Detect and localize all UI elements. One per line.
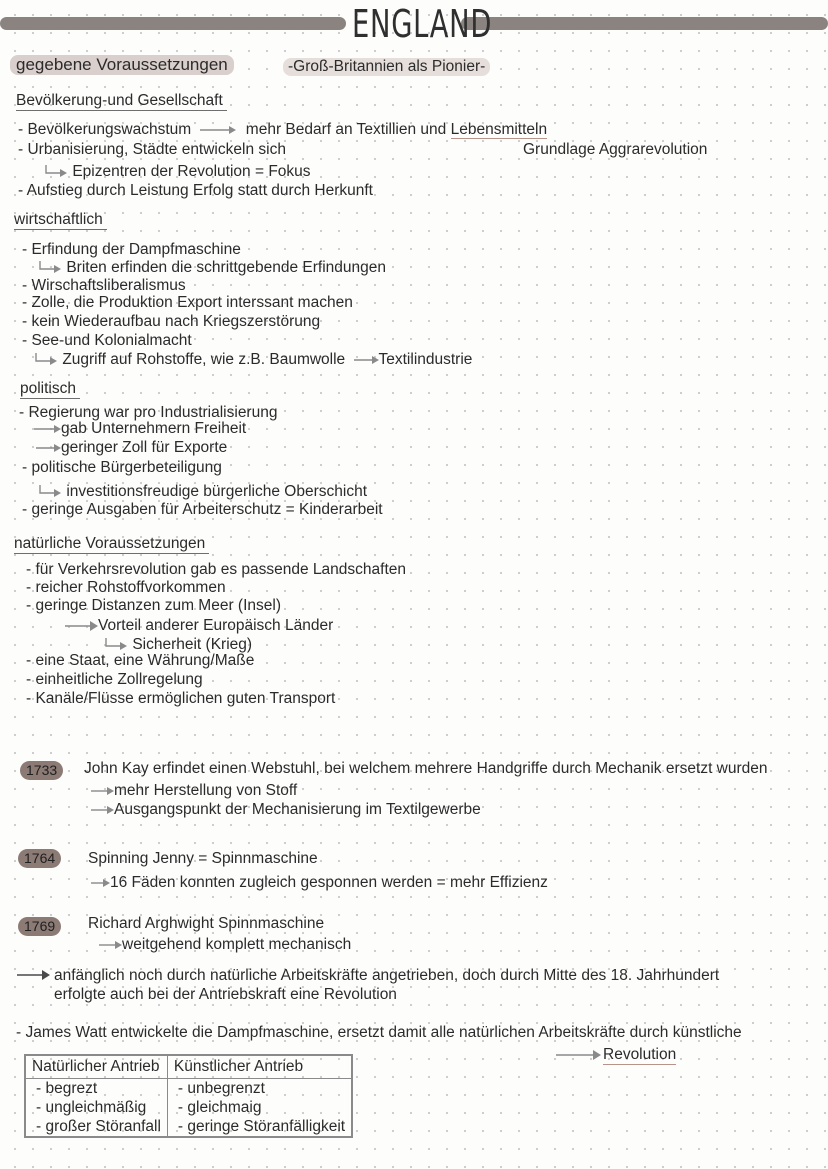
table-header-row <box>25 1055 352 1079</box>
natural-line-5-text: Sicherheit (Krieg) <box>132 636 253 653</box>
year-badge-1769: 1769 <box>18 917 61 936</box>
timeline-sub-1733-2-text: Ausgangspunkt der Mechanisierung im Textilgewerbe <box>114 801 481 818</box>
population-line-3-text: Epizentren der Revolution = Fokus <box>72 163 311 180</box>
table-row <box>25 1079 352 1099</box>
political-line-3 <box>35 439 227 457</box>
timeline-sub-1733-2 <box>90 801 481 819</box>
title-bar-left <box>0 17 346 30</box>
table-cell: - begrezt <box>36 1080 98 1097</box>
natural-line-2: - reicher Rohstoffvorkommen <box>26 579 226 596</box>
timeline-text-1733: John Kay erfindet einen Webstuhl, bei welchem mehrere Handgriffe durch Mechanik ersetzt wurden <box>84 760 768 777</box>
natural-line-1: - für Verkehrsrevolution gab es passende Landschaften <box>26 561 406 578</box>
economic-line-7-target: Textilindustrie <box>378 351 473 368</box>
natural-line-6: - eine Staat, eine Währung/Maße <box>26 652 255 669</box>
arrow-right-icon <box>199 125 237 135</box>
economic-line-2 <box>38 259 386 277</box>
arrow-right-icon <box>353 355 379 365</box>
arrow-right-icon <box>64 620 98 632</box>
political-line-2-text: gab Unternehmern Freiheit <box>61 420 247 437</box>
timeline-sub-1733-1 <box>90 782 297 800</box>
table-header-natural: Natürlicher Antrieb <box>25 1055 167 1079</box>
natural-line-4 <box>64 617 333 635</box>
population-line-1-underlined: Lebensmitteln <box>450 121 548 138</box>
economic-line-3: - Wirschaftsliberalismus <box>22 277 186 294</box>
population-line-4: - Aufstieg durch Leistung Erfolg statt durch Herkunft <box>18 182 373 199</box>
timeline-sub-1764-1 <box>90 874 548 892</box>
economic-line-6: - See-und Kolonialmacht <box>22 332 192 349</box>
section-heading-population: Bevölkerung-und Gesellschaft <box>16 92 227 111</box>
political-line-5 <box>38 483 367 501</box>
section-heading-economic: wirtschaftlich <box>14 211 107 230</box>
economic-line-4: - Zolle, die Produktion Export interssant machen <box>22 294 353 311</box>
year-badge-1764: 1764 <box>18 849 61 868</box>
hook-arrow-icon <box>38 261 62 275</box>
conclusion-line-1: anfänglich noch durch natürliche Arbeitskräfte angetrieben, doch durch Mitte des 18. Jahrhundert <box>54 967 720 984</box>
population-note: Grundlage Aggrarevolution <box>523 141 708 158</box>
hook-arrow-icon <box>104 638 128 652</box>
hook-arrow-icon <box>34 353 58 367</box>
population-line-3 <box>44 163 311 181</box>
table-cell: - ungleichmäßig <box>36 1099 147 1116</box>
conclusion-line-2: erfolgte auch bei der Antriebskraft eine Revolution <box>54 986 397 1003</box>
table-cell: - geringe Störanfälligkeit <box>167 1117 352 1137</box>
year-badge-1733: 1733 <box>20 761 63 780</box>
political-line-2 <box>33 420 246 438</box>
natural-line-8: - Kanäle/Flüsse ermöglichen guten Transport <box>26 690 336 707</box>
population-line-1 <box>18 121 547 139</box>
hook-arrow-icon <box>44 165 68 179</box>
political-line-1: - Regierung war pro Industrialisierung <box>19 404 278 421</box>
comparison-table <box>24 1054 353 1138</box>
table-cell: - unbegrenzt <box>167 1079 352 1099</box>
table-cell: - gleichmaig <box>167 1098 352 1117</box>
economic-line-7 <box>34 351 472 369</box>
arrow-right-icon <box>90 878 110 888</box>
pioneer-label: -Groß-Britannien als Pionier- <box>283 58 490 76</box>
population-line-1-suffix: mehr Bedarf an Textillien und <box>245 121 447 138</box>
section-heading-political: politisch <box>20 380 80 399</box>
population-line-2: - Urbanisierung, Städte entwickeln sich <box>18 141 286 158</box>
natural-line-7: - einheitliche Zollregelung <box>26 671 203 688</box>
arrow-right-icon <box>98 940 122 950</box>
arrow-right-icon <box>555 1049 601 1061</box>
economic-line-1: - Erfindung der Dampfmaschine <box>22 241 241 258</box>
timeline-sub-1769-1 <box>98 936 351 954</box>
natural-line-3: - geringe Distanzen zum Meer (Insel) <box>26 597 281 614</box>
population-line-1-prefix: - Bevölkerungswachstum <box>18 121 192 138</box>
arrow-right-icon <box>90 786 114 796</box>
timeline-sub-1769-1-text: weitgehend komplett mechanisch <box>122 936 352 953</box>
table-row <box>25 1098 352 1117</box>
arrow-right-icon <box>35 443 61 453</box>
section-heading-natural: natürliche Voraussetzungen <box>14 535 209 554</box>
hook-arrow-icon <box>38 485 62 499</box>
page-title: ENGLAND <box>352 2 493 46</box>
arrow-right-icon <box>16 969 50 981</box>
arrow-right-icon <box>90 805 114 815</box>
table-row <box>25 1117 352 1137</box>
political-line-4: - politische Bürgerbeteiligung <box>22 459 222 476</box>
title-bar-right <box>461 17 828 30</box>
timeline-text-1764: Spinning Jenny = Spinnmaschine <box>88 850 318 867</box>
watt-result: Revolution <box>603 1046 677 1063</box>
timeline-text-1769: Richard Arghwight Spinnmaschine <box>88 915 325 932</box>
timeline-sub-1764-1-text: 16 Fäden konnten zugleich gesponnen werden = mehr Effizienz <box>110 874 548 891</box>
table-header-artificial: Künstlicher Antrieb <box>167 1055 352 1079</box>
watt-line: - James Watt entwickelte die Dampfmaschine, ersetzt damit alle natürlichen Arbeitskräfte durch künstliche <box>16 1024 742 1041</box>
table-cell: - großer Störanfall <box>36 1118 161 1135</box>
political-line-5-text: investitionsfreudige bürgerliche Oberschicht <box>66 483 367 500</box>
political-line-6: - geringe Ausgaben für Arbeiterschutz = Kinderarbeit <box>22 501 383 518</box>
given-conditions-label: gegebene Voraussetzungen <box>10 55 234 75</box>
timeline-sub-1733-1-text: mehr Herstellung von Stoff <box>114 782 298 799</box>
economic-line-5: - kein Wiederaufbau nach Kriegszerstörung <box>22 313 321 330</box>
political-line-3-text: geringer Zoll für Exporte <box>61 439 228 456</box>
natural-line-4-text: Vorteil anderer Europäisch Länder <box>98 617 334 634</box>
arrow-right-icon <box>33 424 61 434</box>
economic-line-2-text: Briten erfinden die schrittgebende Erfindungen <box>66 259 386 276</box>
economic-line-7-text: Zugriff auf Rohstoffe, wie z.B. Baumwolle <box>62 351 346 368</box>
